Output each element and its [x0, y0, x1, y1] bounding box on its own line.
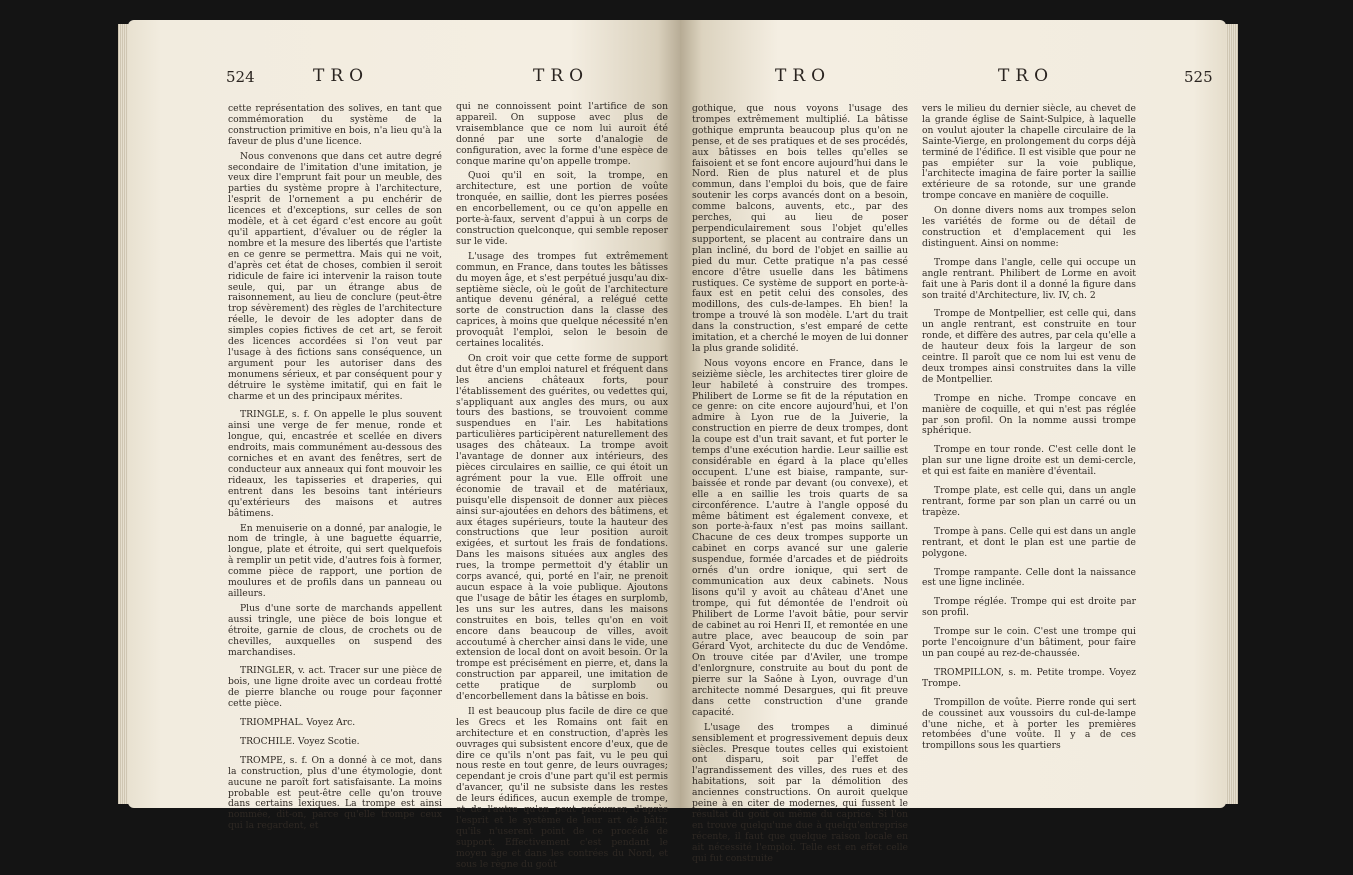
running-head-right-1: TRO [775, 66, 832, 86]
left-page-column-2 [456, 102, 668, 875]
paragraph: Quoi qu'il en soit, la trompe, en architecture, est une portion de voûte tronquée, en saillie, dont les pierres posées en encorbellement, ou ce qu'on appelle en porte-à-faux, servent d'appui à un corps de construction quelconque, qui semble reposer sur le vide. [456, 170, 668, 247]
page-number-left: 524 [226, 68, 255, 86]
left-page-column-1 [228, 104, 442, 836]
paragraph: Nous voyons encore en France, dans le seizième siècle, les architectes tirer gloire de leur habileté à construire des trompes. Philibert de Lorme se fit de la réputation en ce genre: on cite encore aujourd'hui, et l'on admire à Lyon rue de la Juiverie, la construction en pierre de deux trompes, dont la coupe est d'un trait savant, et fut porter le temps d'une exécution hardie. Leur saillie est considérable en égard à la place qu'elles occupent. L'une est biaise, rampante, sur-baissée et ronde par devant (ou convexe), et elle a en saillie les trois quarts de sa circonférence. L'autre à l'angle opposé du même bâtiment est également convexe, et son porte-à-faux n'est pas moins saillant. Chacune de ces deux trompes supporte un cabinet en corps avancé sur une galerie suspendue, formée d'arcades et de piédroits ornés d'un ordre ionique, qui sert de communication aux deux cabinets. Nous lisons qu'il y avoit au château d'Anet une trompe, qui fut démontée de l'endroit où Philibert de Lorme l'avoit bâtie, pour servir de cabinet au roi Henri II, et remontée en une autre place, avec beaucoup de soin par Gérard Vyot, architecte du duc de Vendôme. On trouve citée par d'Aviler, une trompe d'enlorgnure, construite au bout du pont de pierre sur la Saône à Lyon, ouvrage d'un architecte nommé Desargues, qui fit preuve dans cette construction d'une grande capacité. [692, 357, 908, 718]
entry-tringle: TRINGLE, s. f. On appelle le plus souvent ainsi une verge de fer menue, ronde et longue, qui, encastrée et scellée en divers endroits, mais communément au-dessous des corniches et en avant des fenêtres, sert de conducteur aux anneaux qui font mouvoir les rideaux, les tapisseries et draperies, qui entrent dans les besoins tant intérieurs qu'extérieurs des maisons et autres bâtimens. [228, 409, 442, 519]
entry-trompe-tour-ronde: Trompe en tour ronde. C'est celle dont le plan sur une ligne droite est un demi-cercle, et qui est faite en manière d'éventail. [922, 444, 1136, 478]
running-head-left-1: TRO [313, 66, 370, 86]
page-number-right: 525 [1184, 68, 1213, 86]
entry-trompillon: TROMPILLON, s. m. Petite trompe. Voyez Trompe. [922, 666, 1136, 689]
paragraph: qui ne connoissent point l'artifice de son appareil. On suppose avec plus de vraisemblance que ce nom lui auroit été donné par une sorte d'analogie de configuration, avec la forme d'une espèce de conque marine qu'on appelle trompe. [456, 101, 668, 167]
paragraph: L'usage des trompes a diminué sensiblement et progressivement depuis deux siècles. Presque toutes celles qui existoient ont disparu, soit par l'effet de l'agrandissement des villes, des rues et des habitations, soit par la démolition des anciennes constructions. On auroit quelque peine à en citer de modernes, qui fussent le résultat du goût ou même du caprice. Si l'on en trouve quelqu'une due à quelqu'entreprise récente, il faut que quelque raison locale en ait nécessité l'emploi. Telle est en effet celle qui fut construite [692, 721, 908, 864]
right-page-column-1 [692, 104, 908, 869]
right-page [680, 20, 1226, 864]
entry-trompe-dans-angle: Trompe dans l'angle, celle qui occupe un angle rentrant. Philibert de Lorme en avoit fait une à Paris dont il a donné la figure dans son traité d'Architecture, liv. IV, ch. 2 [922, 256, 1136, 301]
paragraph: gothique, que nous voyons l'usage des trompes extrêmement multiplié. La bâtisse gothique emprunta beaucoup plus qu'on ne pense, et de ses pratiques et de ses procédés, aux bâtisses en bois telles qu'elles se faisoient et se font encore aujourd'hui dans le Nord. Rien de plus naturel et de plus commun, dans l'emploi du bois, que de faire soutenir les corps avancés dont on a besoin, comme balcons, auvents, etc., par des perches, qui au lieu de poser perpendiculairement sous l'objet qu'elles supportent, se placent au contraire dans un plan incliné, du bord de l'objet en saillie au pied du mur. Cette pratique n'a pas cessé encore d'être usuelle dans les bâtimens rustiques. Ce système de support en porte-à-faux est en petit celui des consoles, des modillons, des culs-de-lampes. Eh bien! la trompe a trouvé là son modèle. L'art du trait dans la construction, s'est emparé de cette imitation, et a cherché le moyen de lui donner la plus grande solidité. [692, 103, 908, 354]
right-page-edges [1224, 24, 1238, 804]
entry-trompillon-de-voute: Trompillon de voûte. Pierre ronde qui sert de coussinet aux voussoirs du cul-de-lampe d'une niche, et à porter les premières retombées d'une voûte. Il y a de ces trompillons sous les quartiers [922, 696, 1136, 752]
paragraph: On croit voir que cette forme de support dut être d'un emploi naturel et fréquent dans les anciens châteaux forts, pour l'établissement des guérites, ou vedettes qui, s'appliquant aux angles des murs, ou aux tours des bastions, se trouvoient comme suspendues en l'air. Les habitations particulières participèrent naturellement des usages des châteaux. La trompe avoit l'avantage de donner aux intérieurs, des pièces circulaires en saillie, ce qui étoit un agrément pour la vue. Elle offroit une économie de travail et de matériaux, puisqu'elle dispensoit de donner aux pièces ainsi sur-ajoutées en dehors des bâtimens, et aux étages supérieurs, toute la hauteur des constructions que leur position auroit exigées, et surtout les frais de fondations. Dans les maisons situées aux angles des rues, la trompe permettoit d'y établir un corps avancé, qui, porté en l'air, ne prenoit aucun espace à la voie publique. Ajoutons que l'usage de bâtir les étages en surplomb, les uns sur les autres, dans les maisons construites en bois, telles qu'on en voit encore dans beaucoup de villes, avoit accoutumé à chercher ainsi dans le vide, une extension de local dont on avoit besoin. Or la trompe est précisément en pierre, et, dans la construction par appareil, une imitation de cette pratique de surplomb ou d'encorbellement dans la bâtisse en bois. [456, 352, 668, 703]
entry-triomphal: TRIOMPHAL. Voyez Arc. [240, 717, 356, 729]
paragraph: L'usage des trompes fut extrêmement commun, en France, dans toutes les bâtisses du moyen âge, et s'est perpétué jusqu'au dix-septième siècle, où le goût de l'architecture antique devenu général, a relégué cette sorte de construction dans la classe des caprices, à moins que quelque nécessité n'en provoquât l'emploi, selon le besoin de certaines localités. [456, 250, 668, 350]
paragraph: Plus d'une sorte de marchands appellent aussi tringle, une pièce de bois longue et étroite, garnie de clous, de crochets ou de chevilles, auxquelles on suspend des marchandises. [228, 602, 442, 658]
entry-trompe-plate: Trompe plate, est celle qui, dans un angle rentrant, forme par son plan un carré ou un trapèze. [922, 485, 1136, 518]
paragraph: vers le milieu du dernier siècle, au chevet de la grande église de Saint-Sulpice, à laquelle on voulut ajouter la chapelle circulaire de la Sainte-Vierge, en prolongement du corps déjà terminé de l'édifice. Il est visible que pour ne pas empiéter sur la voie publique, l'architecte imagina de faire porter la saillie extérieure de sa rotonde, sur une grande trompe concave en manière de coquille. [922, 103, 1137, 202]
entry-trompe-sur-le-coin: Trompe sur le coin. C'est une trompe qui porte l'encoignure d'un bâtiment, pour faire un pan coupé au rez-de-chaussée. [922, 626, 1136, 659]
left-page [128, 20, 680, 870]
entry-trompe-reglee: Trompe réglée. Trompe qui est droite par son profil. [922, 596, 1136, 619]
entry-trompe-rampante: Trompe rampante. Celle dont la naissance est une ligne inclinée. [922, 566, 1136, 589]
paragraph: En menuiserie on a donné, par analogie, le nom de tringle, à une baguette équarrie, longue, plate et étroite, qui sert quelquefois à remplir un petit vide, d'autres fois à former, comme pièce de rapport, une portion de moulures et de profils dans un panneau ou ailleurs. [228, 522, 442, 599]
paragraph: Il est beaucoup plus facile de dire ce que les Grecs et les Romains ont fait en architecture et en construction, d'après les ouvrages qui subsistent encore d'eux, que de dire ce qu'ils n'ont pas fait, vu le peu qui nous reste en tout genre, de leurs ouvrages; cependant je crois d'une part qu'il est permis d'avancer, qu'il ne subsiste dans les restes de leurs édifices, aucun exemple de trompe, et de l'autre qu'on peut présumer, d'après l'esprit et le système de leur art de bâtir, qu'ils n'userent point de ce procédé de support. Effectivement c'est pendant le moyen âge et dans les contrées du Nord, et sous le règne du goût [456, 705, 668, 870]
paragraph: cette représentation des solives, en tant que commémoration du système de la construction primitive en bois, n'a lieu qu'à la faveur de plus d'une licence. [228, 103, 442, 147]
entry-trompe-montpellier: Trompe de Montpellier, est celle qui, dans un angle rentrant, est construite en tour ronde, et diffère des autres, par cela qu'elle a de hauteur deux fois la largeur de son ceintre. Il paroît que ce nom lui est venu de deux trompes ainsi construites dans la ville de Montpellier. [922, 308, 1136, 385]
running-head-right-2: TRO [998, 66, 1055, 86]
paragraph: On donne divers noms aux trompes selon les variétés de forme ou de détail de construction et d'emplacement qui les distinguent. Ainsi on nomme: [922, 205, 1136, 249]
entry-trompe: TROMPE, s. f. On a donné à ce mot, dans la construction, plus d'une étymologie, dont aucune ne paroît fort satisfaisante. La moins probable est peut-être celle qu'on trouve dans certains lexiques. La trompe est ainsi nommée, dit-on, parce qu'elle trompe ceux qui la regardent, et [228, 754, 442, 832]
running-head-left-2: TRO [533, 66, 590, 86]
entry-trochile: TROCHILE. Voyez Scotie. [240, 735, 360, 747]
entry-trompe-en-niche: Trompe en niche. Trompe concave en manière de coquille, et qui n'est pas réglée par son profil. On la nomme aussi trompe sphérique. [922, 392, 1136, 437]
paragraph: Nous convenons que dans cet autre degré secondaire de l'imitation d'une imitation, je veux dire l'emprunt fait pour un meuble, des parties du système propre à l'architecture, l'esprit de l'ornement a pu enchérir de licences et d'exceptions, sur celles de son modèle, et à cet égard c'est encore au goût qu'il appartient, d'évaluer ou de régler la nombre et la mesure des libertés que l'artiste en ce genre se permettra. Mais qui ne voit, d'après cet état de choses, combien il seroit ridicule de faire ici intervenir la raison toute seule, qui, par un étrange abus de raisonnement, au lieu de conclure (peut-être trop sévèrement) des règles de l'architecture réelle, le devoir de les adopter dans de simples copies fictives de cet art, se feroit des licences accordées si l'on veut par l'usage à des fictions sans conséquence, un argument pour les autoriser dans des monumens sérieux, et par conséquent pour y détruire le système imitatif, qui en fait le charme et un des principaux mérites. [228, 150, 442, 402]
right-page-column-2 [922, 104, 1136, 756]
entry-tringler: TRINGLER, v. act. Tracer sur une pièce de bois, une ligne droite avec un cordeau frotté de pierre blanche ou rouge pour façonner cette pièce. [228, 665, 442, 710]
entry-trompe-a-pans: Trompe à pans. Celle qui est dans un angle rentrant, et dont le plan est une partie de polygone. [922, 525, 1136, 559]
